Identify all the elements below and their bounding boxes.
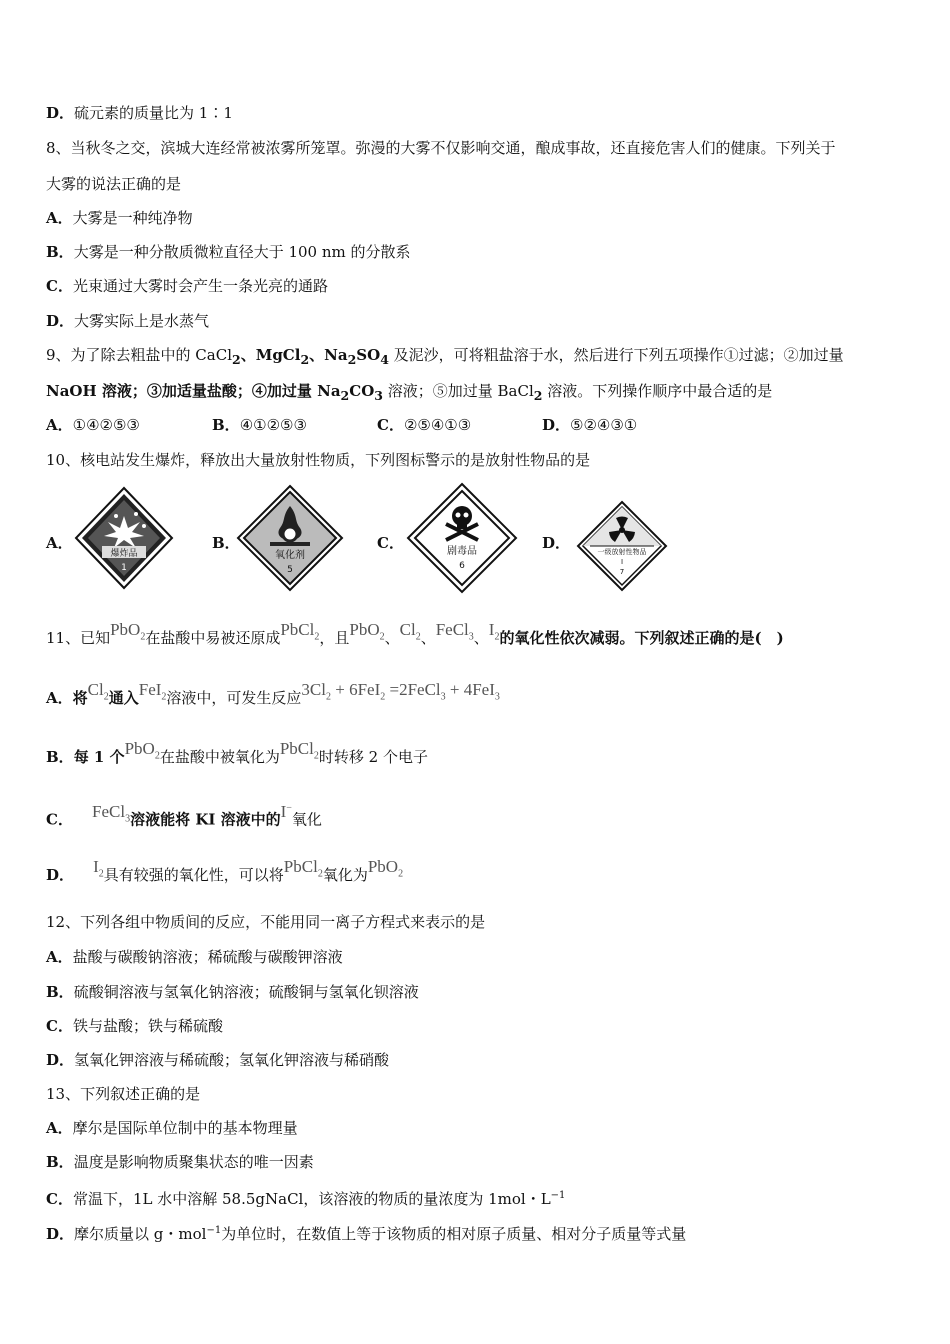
q11-text: 具有较强的氧化性，可以将 <box>103 866 284 884</box>
q13-option-b <box>46 1152 314 1172</box>
option-letter: D． <box>46 104 75 122</box>
formula-main: FeCl <box>435 620 469 639</box>
q9-stem-line2 <box>46 381 772 406</box>
sign-text: 氧化剂 <box>275 550 305 561</box>
formula-pbo2 <box>110 620 146 643</box>
q8-option-a <box>46 208 193 228</box>
q7-option-d <box>46 103 233 123</box>
q9-sub: 2 <box>340 388 350 403</box>
formula-main: PbO <box>124 739 155 758</box>
sign-text: 剧毒品 <box>447 546 477 557</box>
option-text: 摩尔是国际单位制中的基本物理量 <box>72 1119 298 1137</box>
q13-option-d <box>46 1221 686 1244</box>
option-text: 铁与盐酸；铁与稀硫酸 <box>72 1017 223 1035</box>
q9-option-a <box>46 414 140 435</box>
formula-main: I <box>93 857 99 876</box>
q11-stem <box>46 620 784 655</box>
option-letter: B． <box>46 983 74 1001</box>
formula-pbcl2 <box>283 857 323 880</box>
formula-sub: 2 <box>103 691 109 703</box>
q9-options <box>46 414 746 436</box>
formula-sub: 3 <box>468 631 474 643</box>
q8-option-b <box>46 242 411 262</box>
q11-text: 氧化为 <box>322 866 368 884</box>
q11-text: 的氧化性依次减弱。下列叙述正确的是( ) <box>499 629 784 647</box>
option-text: ①④②⑤③ <box>72 416 140 434</box>
sign-number: 1 <box>121 563 127 573</box>
q13-option-c <box>46 1186 565 1209</box>
formula-cl2 <box>399 620 421 643</box>
option-text: 常温下，1L 水中溶解 58.5gNaCl，该溶液的物质的量浓度为 1mol・L <box>72 1190 551 1208</box>
q11-text: 溶液能将 KI 溶液中的 <box>130 810 281 829</box>
sign-number: I <box>620 558 624 566</box>
formula-fei2 <box>138 680 167 703</box>
formula-i2 <box>488 620 500 643</box>
eq-sub: 2 <box>380 691 386 703</box>
option-letter: D． <box>542 416 571 434</box>
formula-pbo2 <box>124 739 160 762</box>
q8-stem-line1: 8、当秋冬之交，滨城大连经常被浓雾所笼罩。弥漫的大雾不仅影响交通，酿成事故，还直接危害人们的健康。下列关于 <box>46 139 836 157</box>
formula-sub: 2 <box>314 631 320 643</box>
option-text: 大雾是一种分散质微粒直径大于 100 nm 的分散系 <box>73 243 411 261</box>
formula-fecl3 <box>92 801 131 825</box>
q9-option-c <box>377 414 471 435</box>
option-letter: D． <box>46 1051 75 1069</box>
q11-option-c <box>46 801 322 837</box>
option-text: ⑤②④③① <box>570 416 638 434</box>
q8-option-c <box>46 276 328 296</box>
formula-sub: 3 <box>125 813 131 825</box>
q11-text: 在盐酸中被氧化为 <box>159 748 280 766</box>
reaction-equation <box>301 680 500 703</box>
eq-part: + 4FeI <box>445 680 495 699</box>
option-text: ④①②⑤③ <box>239 416 307 434</box>
option-text: 光束通过大雾时会产生一条光亮的通路 <box>72 277 328 295</box>
q9-sub: 4 <box>380 352 389 367</box>
option-letter: A． <box>46 416 73 434</box>
formula-sub: 2 <box>415 631 421 643</box>
formula-main: PbO <box>349 620 380 639</box>
q9-stem-line1 <box>46 345 844 370</box>
q10-option-d-letter: D． <box>542 534 571 552</box>
q11-text: 11、已知 <box>46 629 111 647</box>
option-letter: A． <box>46 689 73 707</box>
q9-sub: 2 <box>300 352 310 367</box>
q9-text: 9、为了除去粗盐中的 CaCl <box>46 346 233 364</box>
sign-number: 5 <box>287 565 293 575</box>
q9-sub: 2 <box>347 352 357 367</box>
formula-main: I <box>280 801 287 821</box>
eq-part: =2FeCl <box>385 680 441 699</box>
q11-option-d <box>46 857 404 892</box>
q11-text: 氧化 <box>291 810 322 829</box>
option-text: 大雾实际上是水蒸气 <box>74 312 210 330</box>
option-letter: C． <box>46 1190 73 1208</box>
option-text: 硫元素的质量比为 1∶1 <box>74 104 233 122</box>
option-text: 摩尔质量以 g・mol <box>74 1225 207 1243</box>
q12-option-b <box>46 982 419 1002</box>
q10-stem: 10、核电站发生爆炸，释放出大量放射性物质，下列图标警示的是放射性物品的是 <box>46 451 591 469</box>
q9-text: NaOH 溶液；③加适量盐酸；④加过量 Na <box>46 382 341 400</box>
option-letter: B． <box>46 748 74 766</box>
q11-option-b <box>46 739 428 774</box>
option-letter: C． <box>46 810 73 829</box>
formula-sub: 2 <box>140 631 146 643</box>
option-letter: B． <box>46 243 74 261</box>
q9-text: 、MgCl <box>240 346 301 364</box>
formula-cl2 <box>87 680 109 703</box>
unit-sup: −1 <box>550 1190 566 1201</box>
formula-sub: 2 <box>161 691 167 703</box>
q9-option-d <box>542 414 637 435</box>
sign-number: 6 <box>459 561 465 571</box>
q9-text: 溶液；⑤加过量 BaCl <box>382 382 534 400</box>
q13-option-a <box>46 1118 298 1138</box>
q11-text: 将 <box>72 689 88 707</box>
formula-pbo2 <box>349 620 385 643</box>
q9-option-b <box>212 414 307 435</box>
formula-main: PbO <box>110 620 141 639</box>
eq-sub: 3 <box>494 691 500 703</box>
q12-stem: 12、下列各组中物质间的反应，不能用同一离子方程式来表示的是 <box>46 913 486 931</box>
q10-options <box>46 486 686 598</box>
q9-text: 溶液。下列操作顺序中最合适的是 <box>542 382 773 400</box>
q11-text: ，且 <box>319 629 350 647</box>
option-text: 大雾是一种纯净物 <box>72 209 193 227</box>
option-letter: B． <box>212 416 240 434</box>
option-letter: D． <box>46 312 75 330</box>
q11-text: 在盐酸中易被还原成 <box>145 629 281 647</box>
formula-sub: 2 <box>317 868 323 880</box>
option-text: 为单位时，在数值上等于该物质的相对原子质量、相对分子质量等式量 <box>221 1225 687 1243</box>
formula-sub: 2 <box>313 750 319 762</box>
q12-option-d <box>46 1050 389 1070</box>
q11-text: 通入 <box>108 689 139 707</box>
q9-text: CO <box>349 382 375 400</box>
toxic-sign-icon <box>406 482 518 594</box>
option-letter: C． <box>46 277 73 295</box>
q11-text: 溶液中，可发生反应 <box>166 689 302 707</box>
q12-option-a <box>46 947 343 967</box>
formula-main: Cl <box>87 680 104 699</box>
formula-sub: 2 <box>398 868 404 880</box>
unit-sup: −1 <box>206 1225 222 1236</box>
formula-main: PbCl <box>283 857 318 876</box>
q8-option-d <box>46 311 209 331</box>
sign-text: 一级放射性物品 <box>597 548 647 556</box>
option-letter: C． <box>46 1017 73 1035</box>
q13-stem: 13、下列叙述正确的是 <box>46 1085 201 1103</box>
formula-main: PbO <box>367 857 399 876</box>
option-text: 盐酸与碳酸钠溶液；稀硫酸与碳酸钾溶液 <box>72 948 343 966</box>
option-letter: B． <box>46 1153 74 1171</box>
formula-sub: 2 <box>154 750 160 762</box>
formula-pbcl2 <box>279 739 319 762</box>
q9-sub: 2 <box>533 388 543 403</box>
q10-option-c-letter: C． <box>377 534 404 552</box>
formula-iodide <box>281 802 292 821</box>
formula-i2 <box>93 857 104 880</box>
formula-main: PbCl <box>280 620 315 639</box>
q8-stem-line2: 大雾的说法正确的是 <box>46 175 182 193</box>
eq-part: 3Cl <box>301 680 326 699</box>
formula-main: Cl <box>399 620 416 639</box>
option-text: 硫酸铜溶液与氢氧化钠溶液；硫酸铜与氢氧化钡溶液 <box>73 983 419 1001</box>
sign-text: 爆炸品 <box>110 549 138 559</box>
q11-text: 时转移 2 个电子 <box>318 748 428 766</box>
option-letter: A． <box>46 209 73 227</box>
option-letter: A． <box>46 1119 73 1137</box>
option-letter: C． <box>377 416 404 434</box>
formula-pbcl2 <box>280 620 320 643</box>
q11-option-a <box>46 680 500 715</box>
q10-option-b-letter: B． <box>212 534 240 552</box>
eq-sub: 3 <box>440 691 446 703</box>
explosive-sign-icon <box>74 486 174 590</box>
option-text: 氢氧化钾溶液与稀硫酸；氢氧化钾溶液与稀硝酸 <box>74 1051 390 1069</box>
formula-sub: 2 <box>494 631 500 643</box>
q9-text: 、Na <box>309 346 348 364</box>
option-letter: A． <box>46 948 73 966</box>
option-text: 温度是影响物质聚集状态的唯一因素 <box>73 1153 314 1171</box>
eq-part: + 6FeI <box>330 680 381 699</box>
option-text: ②⑤④①③ <box>403 416 472 434</box>
oxidizer-sign-icon <box>236 484 344 592</box>
option-letter: D． <box>46 866 75 884</box>
sign-number-2: 7 <box>619 568 625 576</box>
q10-option-a-letter: A． <box>46 534 73 552</box>
q11-text: 每 1 个 <box>73 748 125 766</box>
q12-option-c <box>46 1016 223 1036</box>
q11-text: 、 <box>473 629 489 647</box>
formula-fecl3 <box>435 620 474 643</box>
formula-pbo2 <box>367 857 404 880</box>
radioactive-sign-icon <box>576 500 668 592</box>
formula-sub: 2 <box>379 631 385 643</box>
option-letter: D． <box>46 1225 75 1243</box>
formula-sup: − <box>286 802 292 813</box>
q9-sub: 2 <box>232 352 241 367</box>
q11-text: 、 <box>420 629 436 647</box>
q9-sub: 3 <box>374 388 383 403</box>
formula-main: I <box>488 620 495 639</box>
q11-text: 、 <box>384 629 400 647</box>
formula-main: FeCl <box>92 801 126 821</box>
formula-sub: 2 <box>98 868 104 880</box>
q9-text: 及泥沙，可将粗盐溶于水，然后进行下列五项操作①过滤；②加过量 <box>388 346 844 364</box>
formula-main: PbCl <box>279 739 314 758</box>
eq-sub: 2 <box>325 691 331 703</box>
formula-main: FeI <box>138 680 162 699</box>
q9-text: SO <box>356 346 381 364</box>
